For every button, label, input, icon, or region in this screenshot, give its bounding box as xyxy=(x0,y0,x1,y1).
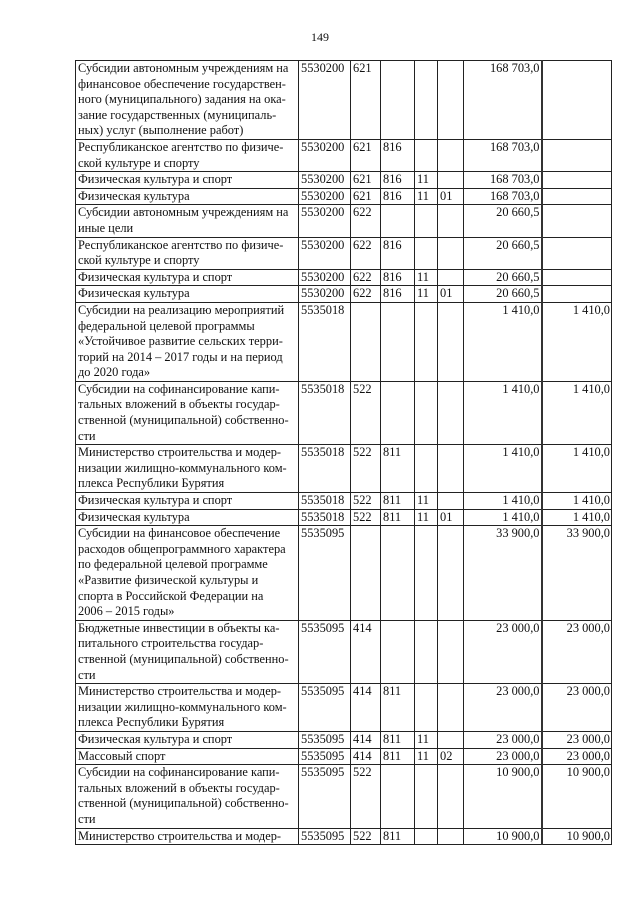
row-name-cell xyxy=(76,765,299,828)
amount-cell: 168 703,0 xyxy=(464,172,542,189)
row-name-line: ственной (муниципальной) собственно- xyxy=(78,651,289,666)
row-name-line: Физическая культура xyxy=(78,188,190,203)
amount-cell: 20 660,5 xyxy=(464,205,542,237)
subsection-cell xyxy=(438,172,464,189)
row-name-line: ской культуре и спорту xyxy=(78,155,200,170)
amount-cell: 23 000,0 xyxy=(464,620,542,683)
table-row xyxy=(76,188,612,205)
expense-type-cell: 414 xyxy=(351,748,381,765)
subsection-cell xyxy=(438,828,464,845)
row-name-line: иные цели xyxy=(78,220,134,235)
row-name-line: плекса Республики Бурятия xyxy=(78,476,225,491)
federal-amount-cell: 1 410,0 xyxy=(542,445,612,493)
department-cell: 816 xyxy=(381,139,415,171)
row-name-cell xyxy=(76,748,299,765)
row-name-line: ской культуре и спорту xyxy=(78,253,200,268)
row-name-line: ственной (муниципальной) собственно- xyxy=(78,796,289,811)
section-cell xyxy=(415,526,438,621)
target-article-cell: 5535095 xyxy=(299,620,351,683)
row-name-line: Субсидии на финансовое обеспечение xyxy=(78,526,281,541)
row-name-line: зание государственных (муниципаль- xyxy=(78,107,277,122)
table-row xyxy=(76,526,612,621)
department-cell: 816 xyxy=(381,172,415,189)
amount-cell: 20 660,5 xyxy=(464,269,542,286)
row-name-line: расходов общепрограммного характера xyxy=(78,541,286,556)
section-cell xyxy=(415,765,438,828)
row-name-line: Министерство строительства и модер- xyxy=(78,684,282,699)
subsection-cell: 02 xyxy=(438,748,464,765)
subsection-cell xyxy=(438,493,464,510)
row-name-cell xyxy=(76,237,299,269)
federal-amount-cell: 1 410,0 xyxy=(542,381,612,444)
expense-type-cell: 622 xyxy=(351,286,381,303)
row-name-line: Физическая культура xyxy=(78,509,190,524)
row-name-cell xyxy=(76,509,299,526)
budget-table xyxy=(75,60,612,845)
table-row xyxy=(76,286,612,303)
row-name-line: питального строительства государ- xyxy=(78,636,264,651)
row-name-cell xyxy=(76,620,299,683)
section-cell: 11 xyxy=(415,748,438,765)
row-name-line: Физическая культура xyxy=(78,286,190,301)
section-cell xyxy=(415,445,438,493)
table-row xyxy=(76,237,612,269)
section-cell xyxy=(415,620,438,683)
target-article-cell: 5535095 xyxy=(299,731,351,748)
target-article-cell: 5530200 xyxy=(299,286,351,303)
expense-type-cell: 622 xyxy=(351,205,381,237)
row-name-line: тальных вложений в объекты государ- xyxy=(78,780,280,795)
row-name-line: Министерство строительства и модер- xyxy=(78,445,282,460)
table-row xyxy=(76,731,612,748)
row-name-cell xyxy=(76,188,299,205)
row-name-line: Субсидии на реализацию мероприятий xyxy=(78,302,285,317)
row-name-cell xyxy=(76,302,299,381)
subsection-cell xyxy=(438,61,464,140)
section-cell: 11 xyxy=(415,269,438,286)
row-name-line: сти xyxy=(78,428,96,443)
row-name-cell xyxy=(76,172,299,189)
target-article-cell: 5535095 xyxy=(299,526,351,621)
expense-type-cell: 621 xyxy=(351,139,381,171)
section-cell xyxy=(415,302,438,381)
amount-cell: 1 410,0 xyxy=(464,445,542,493)
table-row xyxy=(76,302,612,381)
section-cell xyxy=(415,139,438,171)
section-cell: 11 xyxy=(415,172,438,189)
federal-amount-cell: 10 900,0 xyxy=(542,828,612,845)
department-cell xyxy=(381,61,415,140)
row-name-line: Физическая культура и спорт xyxy=(78,269,233,284)
amount-cell: 10 900,0 xyxy=(464,765,542,828)
row-name-line: 2006 – 2015 годы» xyxy=(78,604,175,619)
department-cell: 811 xyxy=(381,445,415,493)
federal-amount-cell: 23 000,0 xyxy=(542,731,612,748)
section-cell: 11 xyxy=(415,188,438,205)
target-article-cell: 5530200 xyxy=(299,205,351,237)
table-row xyxy=(76,765,612,828)
table-row xyxy=(76,269,612,286)
row-name-line: Республиканское агентство по физиче- xyxy=(78,237,284,252)
row-name-cell xyxy=(76,205,299,237)
row-name-line: тальных вложений в объекты государ- xyxy=(78,397,280,412)
federal-amount-cell: 33 900,0 xyxy=(542,526,612,621)
department-cell: 811 xyxy=(381,493,415,510)
row-name-line: низации жилищно-коммунального ком- xyxy=(78,699,287,714)
subsection-cell xyxy=(438,139,464,171)
table-row xyxy=(76,172,612,189)
expense-type-cell: 522 xyxy=(351,445,381,493)
row-name-line: «Развитие физической культуры и xyxy=(78,573,259,587)
table-row xyxy=(76,620,612,683)
subsection-cell: 01 xyxy=(438,509,464,526)
row-name-line: «Устойчивое развитие сельских терри- xyxy=(78,334,283,349)
row-name-cell xyxy=(76,731,299,748)
section-cell xyxy=(415,61,438,140)
federal-amount-cell xyxy=(542,172,612,189)
target-article-cell: 5535095 xyxy=(299,684,351,732)
row-name-line: Субсидии автономным учреждениям на xyxy=(78,205,289,220)
expense-type-cell: 414 xyxy=(351,620,381,683)
federal-amount-cell xyxy=(542,205,612,237)
subsection-cell xyxy=(438,526,464,621)
expense-type-cell: 621 xyxy=(351,188,381,205)
amount-cell: 23 000,0 xyxy=(464,748,542,765)
row-name-cell xyxy=(76,381,299,444)
amount-cell: 23 000,0 xyxy=(464,731,542,748)
subsection-cell xyxy=(438,731,464,748)
row-name-line: федеральной целевой программы xyxy=(78,318,255,333)
table-row xyxy=(76,205,612,237)
section-cell xyxy=(415,381,438,444)
amount-cell: 1 410,0 xyxy=(464,381,542,444)
department-cell: 811 xyxy=(381,509,415,526)
amount-cell: 20 660,5 xyxy=(464,286,542,303)
target-article-cell: 5535018 xyxy=(299,381,351,444)
federal-amount-cell: 23 000,0 xyxy=(542,748,612,765)
table-row xyxy=(76,61,612,140)
amount-cell: 20 660,5 xyxy=(464,237,542,269)
target-article-cell: 5530200 xyxy=(299,237,351,269)
target-article-cell: 5530200 xyxy=(299,172,351,189)
expense-type-cell: 622 xyxy=(351,269,381,286)
target-article-cell: 5535018 xyxy=(299,302,351,381)
department-cell xyxy=(381,302,415,381)
table-row xyxy=(76,684,612,732)
row-name-line: Физическая культура и спорт xyxy=(78,172,233,187)
row-name-line: сти xyxy=(78,811,96,826)
federal-amount-cell: 23 000,0 xyxy=(542,684,612,732)
row-name-line: Физическая культура и спорт xyxy=(78,731,233,746)
row-name-cell xyxy=(76,61,299,140)
expense-type-cell xyxy=(351,302,381,381)
amount-cell: 1 410,0 xyxy=(464,302,542,381)
department-cell: 816 xyxy=(381,237,415,269)
row-name-line: Массовый спорт xyxy=(78,748,166,763)
expense-type-cell xyxy=(351,526,381,621)
subsection-cell xyxy=(438,269,464,286)
row-name-line: плекса Республики Бурятия xyxy=(78,715,225,730)
row-name-cell xyxy=(76,139,299,171)
subsection-cell xyxy=(438,302,464,381)
department-cell xyxy=(381,765,415,828)
amount-cell: 23 000,0 xyxy=(464,684,542,732)
department-cell: 816 xyxy=(381,286,415,303)
subsection-cell: 01 xyxy=(438,188,464,205)
target-article-cell: 5535018 xyxy=(299,445,351,493)
target-article-cell: 5530200 xyxy=(299,139,351,171)
federal-amount-cell: 1 410,0 xyxy=(542,302,612,381)
table-row xyxy=(76,828,612,845)
row-name-cell xyxy=(76,286,299,303)
federal-amount-cell xyxy=(542,269,612,286)
row-name-line: Министерство строительства и модер- xyxy=(78,828,282,843)
row-name-line: ственной (муниципальной) собственно- xyxy=(78,413,289,428)
row-name-cell xyxy=(76,445,299,493)
amount-cell: 1 410,0 xyxy=(464,493,542,510)
row-name-line: торий на 2014 – 2017 годы и на период xyxy=(78,349,283,364)
subsection-cell xyxy=(438,684,464,732)
subsection-cell xyxy=(438,381,464,444)
table-row xyxy=(76,139,612,171)
section-cell: 11 xyxy=(415,731,438,748)
department-cell: 811 xyxy=(381,684,415,732)
row-name-line: низации жилищно-коммунального ком- xyxy=(78,460,287,475)
department-cell: 811 xyxy=(381,828,415,845)
row-name-line: по федеральной целевой программе xyxy=(78,557,268,572)
federal-amount-cell: 1 410,0 xyxy=(542,493,612,510)
expense-type-cell: 522 xyxy=(351,828,381,845)
amount-cell: 168 703,0 xyxy=(464,188,542,205)
expense-type-cell: 621 xyxy=(351,172,381,189)
row-name-cell xyxy=(76,269,299,286)
table-row xyxy=(76,445,612,493)
department-cell: 816 xyxy=(381,188,415,205)
row-name-line: спорта в Российской Федерации на xyxy=(78,588,264,603)
federal-amount-cell xyxy=(542,139,612,171)
subsection-cell xyxy=(438,765,464,828)
department-cell: 811 xyxy=(381,731,415,748)
amount-cell: 168 703,0 xyxy=(464,139,542,171)
row-name-line: ного (муниципального) задания на ока- xyxy=(78,92,286,107)
target-article-cell: 5530200 xyxy=(299,61,351,140)
section-cell: 11 xyxy=(415,286,438,303)
target-article-cell: 5530200 xyxy=(299,188,351,205)
subsection-cell xyxy=(438,237,464,269)
expense-type-cell: 522 xyxy=(351,509,381,526)
row-name-cell xyxy=(76,684,299,732)
federal-amount-cell xyxy=(542,286,612,303)
subsection-cell: 01 xyxy=(438,286,464,303)
expense-type-cell: 522 xyxy=(351,381,381,444)
department-cell: 811 xyxy=(381,748,415,765)
amount-cell: 10 900,0 xyxy=(464,828,542,845)
target-article-cell: 5535018 xyxy=(299,493,351,510)
expense-type-cell: 522 xyxy=(351,765,381,828)
amount-cell: 33 900,0 xyxy=(464,526,542,621)
section-cell xyxy=(415,828,438,845)
section-cell: 11 xyxy=(415,509,438,526)
table-row xyxy=(76,493,612,510)
target-article-cell: 5535095 xyxy=(299,748,351,765)
row-name-line: Физическая культура и спорт xyxy=(78,493,233,508)
row-name-line: сти xyxy=(78,667,96,682)
section-cell xyxy=(415,684,438,732)
amount-cell: 168 703,0 xyxy=(464,61,542,140)
department-cell xyxy=(381,526,415,621)
row-name-line: Субсидии автономным учреждениям на xyxy=(78,61,289,75)
target-article-cell: 5535095 xyxy=(299,765,351,828)
expense-type-cell: 414 xyxy=(351,684,381,732)
federal-amount-cell: 1 410,0 xyxy=(542,509,612,526)
table-row xyxy=(76,381,612,444)
subsection-cell xyxy=(438,620,464,683)
expense-type-cell: 414 xyxy=(351,731,381,748)
table-body xyxy=(76,61,612,845)
federal-amount-cell: 10 900,0 xyxy=(542,765,612,828)
amount-cell: 1 410,0 xyxy=(464,509,542,526)
department-cell xyxy=(381,381,415,444)
row-name-cell xyxy=(76,526,299,621)
row-name-cell xyxy=(76,493,299,510)
row-name-line: Бюджетные инвестиции в объекты ка- xyxy=(78,620,280,635)
section-cell: 11 xyxy=(415,493,438,510)
department-cell xyxy=(381,205,415,237)
row-name-line: Республиканское агентство по физиче- xyxy=(78,139,284,154)
row-name-line: ных) услуг (выполнение работ) xyxy=(78,123,244,138)
federal-amount-cell xyxy=(542,61,612,140)
row-name-line: до 2020 года» xyxy=(78,365,151,380)
federal-amount-cell xyxy=(542,188,612,205)
department-cell xyxy=(381,620,415,683)
table-row xyxy=(76,509,612,526)
federal-amount-cell: 23 000,0 xyxy=(542,620,612,683)
subsection-cell xyxy=(438,445,464,493)
row-name-line: Субсидии на софинансирование капи- xyxy=(78,765,280,780)
row-name-line: финансовое обеспечение государствен- xyxy=(78,76,286,91)
target-article-cell: 5535018 xyxy=(299,509,351,526)
expense-type-cell: 621 xyxy=(351,61,381,140)
federal-amount-cell xyxy=(542,237,612,269)
department-cell: 816 xyxy=(381,269,415,286)
page-number: 149 xyxy=(311,30,329,44)
subsection-cell xyxy=(438,205,464,237)
target-article-cell: 5535095 xyxy=(299,828,351,845)
target-article-cell: 5530200 xyxy=(299,269,351,286)
row-name-line: Субсидии на софинансирование капи- xyxy=(78,381,280,396)
section-cell xyxy=(415,205,438,237)
row-name-cell xyxy=(76,828,299,845)
table-row xyxy=(76,748,612,765)
expense-type-cell: 522 xyxy=(351,493,381,510)
section-cell xyxy=(415,237,438,269)
expense-type-cell: 622 xyxy=(351,237,381,269)
